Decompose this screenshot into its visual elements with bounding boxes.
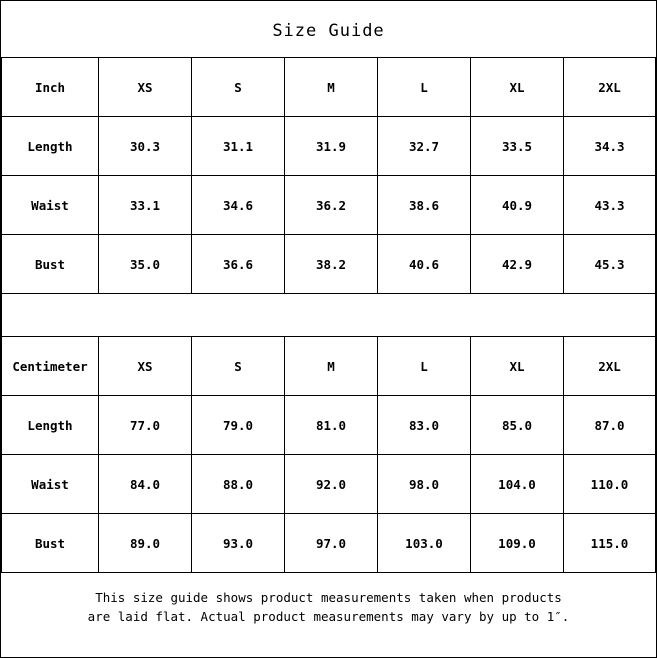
column-header: S — [192, 58, 285, 117]
column-header: 2XL — [564, 58, 656, 117]
table-cell: 36.2 — [285, 176, 378, 235]
row-label: Bust — [2, 235, 99, 294]
table-cell: 45.3 — [564, 235, 656, 294]
table-cell: 32.7 — [378, 117, 471, 176]
table-cell: 92.0 — [285, 455, 378, 514]
table-row — [2, 176, 656, 235]
table-gap-divider — [1, 294, 656, 336]
row-label: Bust — [2, 514, 99, 573]
column-header: M — [285, 337, 378, 396]
table-cell: 31.9 — [285, 117, 378, 176]
table-cell: 30.3 — [99, 117, 192, 176]
table-cell: 40.6 — [378, 235, 471, 294]
table-cell: 34.6 — [192, 176, 285, 235]
row-label: Waist — [2, 176, 99, 235]
table-cell: 83.0 — [378, 396, 471, 455]
column-header: XL — [471, 58, 564, 117]
table-cell: 42.9 — [471, 235, 564, 294]
table-cell: 33.1 — [99, 176, 192, 235]
table-header-row — [2, 58, 656, 117]
table-cell: 109.0 — [471, 514, 564, 573]
footnote — [1, 573, 656, 627]
table-cell: 38.2 — [285, 235, 378, 294]
table-cell: 38.6 — [378, 176, 471, 235]
unit-label-inch: Inch — [2, 58, 99, 117]
page-title: Size Guide — [272, 21, 385, 41]
table-cell: 89.0 — [99, 514, 192, 573]
table-cell: 88.0 — [192, 455, 285, 514]
table-row — [2, 117, 656, 176]
column-header: M — [285, 58, 378, 117]
table-cell: 103.0 — [378, 514, 471, 573]
row-label: Length — [2, 396, 99, 455]
table-cell: 104.0 — [471, 455, 564, 514]
table-cell: 87.0 — [564, 396, 656, 455]
table-cell: 35.0 — [99, 235, 192, 294]
inch-size-table — [1, 57, 656, 294]
table-cell: 79.0 — [192, 396, 285, 455]
table-cell: 43.3 — [564, 176, 656, 235]
row-label: Length — [2, 117, 99, 176]
table-cell: 33.5 — [471, 117, 564, 176]
column-header: S — [192, 337, 285, 396]
table-row — [2, 235, 656, 294]
table-row — [2, 455, 656, 514]
table-cell: 98.0 — [378, 455, 471, 514]
table-cell: 77.0 — [99, 396, 192, 455]
column-header: L — [378, 58, 471, 117]
column-header: XS — [99, 58, 192, 117]
table-cell: 31.1 — [192, 117, 285, 176]
table-header-row — [2, 337, 656, 396]
column-header: XS — [99, 337, 192, 396]
table-cell: 85.0 — [471, 396, 564, 455]
centimeter-size-table — [1, 336, 656, 573]
column-header: 2XL — [564, 337, 656, 396]
table-row — [2, 396, 656, 455]
table-cell: 115.0 — [564, 514, 656, 573]
table-cell: 110.0 — [564, 455, 656, 514]
table-cell: 93.0 — [192, 514, 285, 573]
column-header: L — [378, 337, 471, 396]
table-cell: 97.0 — [285, 514, 378, 573]
table-cell: 81.0 — [285, 396, 378, 455]
footnote-line-2: are laid flat. Actual product measurements may vary by up to 1″. — [87, 608, 570, 624]
footnote-line-1: This size guide shows product measurements taken when products — [95, 590, 562, 605]
table-cell: 34.3 — [564, 117, 656, 176]
table-cell: 36.6 — [192, 235, 285, 294]
table-row — [2, 514, 656, 573]
table-cell: 40.9 — [471, 176, 564, 235]
row-label: Waist — [2, 455, 99, 514]
column-header: XL — [471, 337, 564, 396]
unit-label-centimeter: Centimeter — [2, 337, 99, 396]
table-cell: 84.0 — [99, 455, 192, 514]
